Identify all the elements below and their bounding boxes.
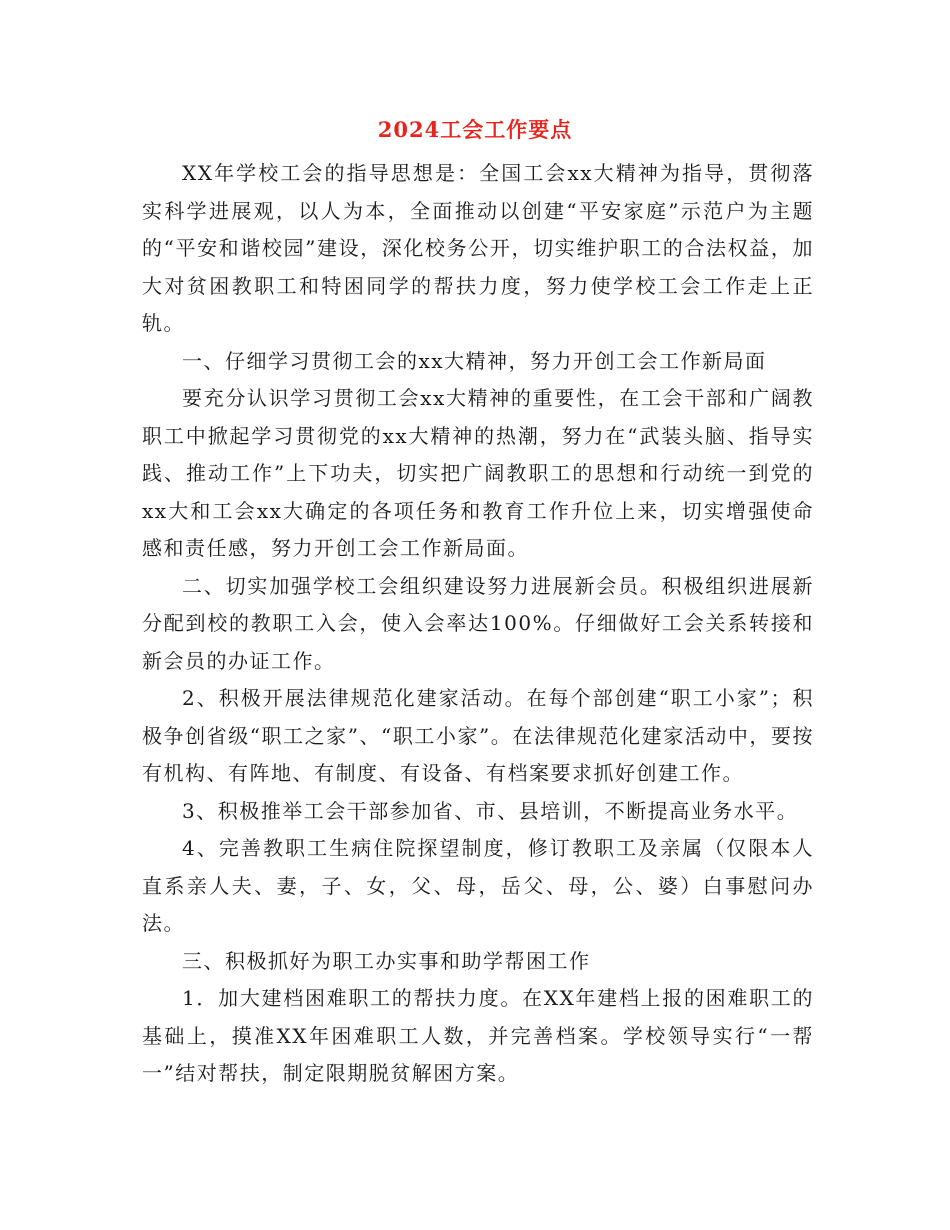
paragraph-section-1: 要充分认识学习贯彻工会xx大精神的重要性，在工会干部和广阔教职工中掀起学习贯彻党的xx大精神的热潮，努力在“武装头脑、指导实践、推动工作”上下功夫，切实把广阔教职工的思想和行动统一到党的xx大和工会xx大确定的各项任务和教育工作升位上来，切实增强使命感和责任感，努力开创工会工作新局面。 xyxy=(142,386,814,560)
paragraph-item-3-1: 1．加大建档困难职工的帮扶力度。在XX年建档上报的困难职工的基础上，摸准XX年困难职工人数，并完善档案。学校领导实行“一帮一”结对帮扶，制定限期脱贫解困方案。 xyxy=(142,986,814,1085)
document-title: 2024工会工作要点 xyxy=(377,117,573,142)
section-heading-2: 二、切实加强学校工会组织建设努力进展新会员。积极组织进展新分配到校的教职工入会，使入会率达100%。仔细做好工会关系转接和新会员的办证工作。 xyxy=(142,573,814,673)
section-heading-1: 一、仔细学习贯彻工会的xx大精神，努力开创工会工作新局面 xyxy=(182,348,767,373)
paragraph-item-2: 2、积极开展法律规范化建家活动。在每个部创建“职工小家”；积极争创省级“职工之家”、“职工小家”。在法律规范化建家活动中，要按有机构、有阵地、有制度、有设备、有档案要求抓好创建工作。 xyxy=(142,686,814,785)
paragraph-guiding-ideology: XX年学校工会的指导思想是：全国工会xx大精神为指导，贯彻落实科学进展观，以人为本，全面推动以创建“平安家庭”示范户为主题的“平安和谐校园”建设，深化校务公开，切实维护职工的合法权益，加大对贫困教职工和特困同学的帮扶力度，努力使学校工会工作走上正轨。 xyxy=(142,161,814,335)
paragraph-item-3: 3、积极推举工会干部参加省、市、县培训，不断提高业务水平。 xyxy=(182,798,799,823)
section-heading-3: 三、积极抓好为职工办实事和助学帮困工作 xyxy=(182,948,591,973)
paragraph-item-4: 4、完善教职工生病住院探望制度，修订教职工及亲属（仅限本人直系亲人夫、妻，子、女，父、母，岳父、母，公、婆）白事慰问办法。 xyxy=(142,836,814,935)
document-body xyxy=(142,155,814,1093)
